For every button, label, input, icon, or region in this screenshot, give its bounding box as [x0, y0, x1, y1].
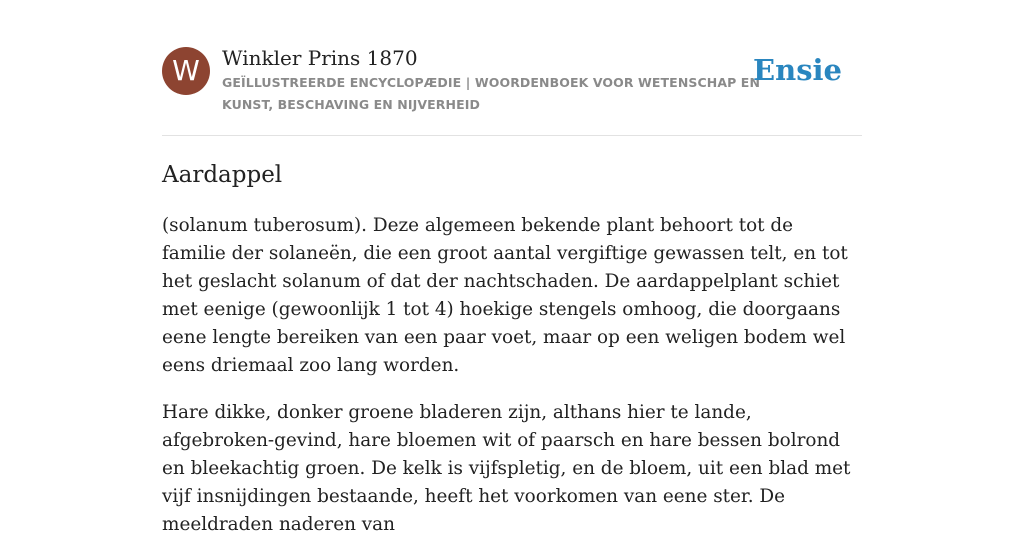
source-header	[162, 0, 862, 136]
article-paragraph: (solanum tuberosum). Deze algemeen bekende plant behoort tot de familie der solaneën, die een groot aantal vergiftige gewassen telt, en tot het geslacht solanum of dat der nachtschaden. De aardappelplant schiet met eenige (gewoonlijk 1 tot 4) hoekige stengels omhoog, die doorgaans eene lengte bereiken van een paar voet, maar op een weligen bodem wel eens driemaal zoo lang worden.	[162, 215, 848, 376]
article-title: Aardappel	[162, 162, 283, 188]
ensie-logo[interactable]: Ensie	[753, 53, 842, 87]
source-title[interactable]: Winkler Prins 1870	[222, 46, 418, 70]
article-paragraph: Hare dikke, donker groene bladeren zijn, althans hier te lande, afgebroken-gevind, hare bloemen wit of paarsch en hare bessen bolrond en bleekachtig groen. De kelk is vijfspletig, en de bloem, uit een blad met vijf insnijdingen bestaande, heeft het voorkomen van eene ster. De meeldraden naderen van	[162, 402, 851, 535]
source-info	[222, 45, 762, 116]
source-subtitle: GEÏLLUSTREERDE ENCYCLOPÆDIE | WOORDENBOEK VOOR WETENSCHAP EN KUNST, BESCHAVING EN NIJVERHEID	[222, 75, 761, 112]
page	[162, 0, 862, 539]
source-avatar[interactable]: W	[162, 47, 210, 95]
